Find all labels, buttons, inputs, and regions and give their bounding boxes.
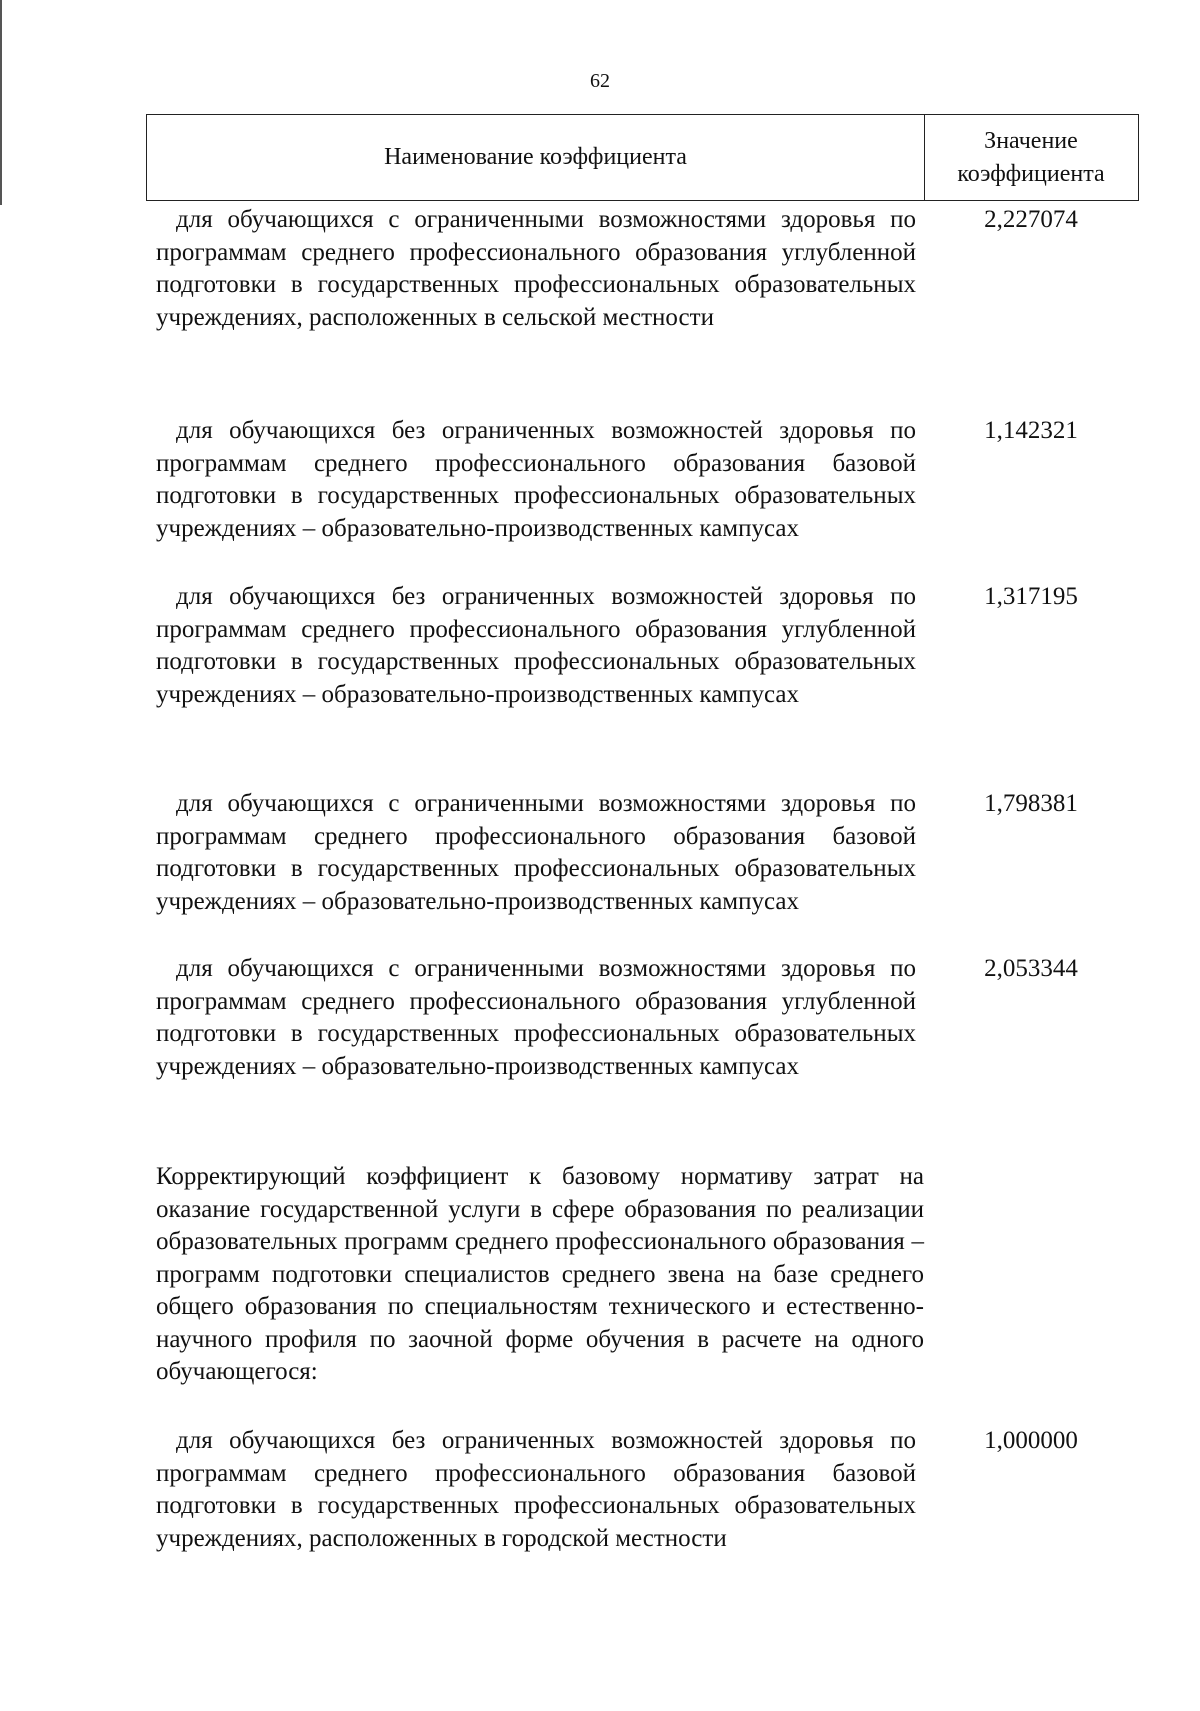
table-row-value: 1,317195 [984,583,1078,610]
table-row-text: для обучающихся с ограниченными возможностями здоровья по программам среднего профессионального образования базовой подготовки в государственных профессиональных образовательных учреждениях – образовательно-производственных кампусах [156,790,916,915]
table-row-value: 2,227074 [984,206,1078,233]
table-header [146,114,1139,201]
table-row-text: для обучающихся с ограниченными возможностями здоровья по программам среднего профессионального образования углубленной подготовки в государственных профессиональных образовательных учреждениях, расположенных в сельской местности [156,206,916,331]
page-number: 62 [590,70,610,92]
table-row-value: 1,798381 [984,790,1078,817]
table-row-value: 1,000000 [984,1427,1078,1454]
header-value-line-2: коэффициента [957,160,1105,187]
table-row-text: для обучающихся без ограниченных возможностей здоровья по программам среднего профессионального образования базовой подготовки в государственных профессиональных образовательных учреждениях – образовательно-производственных кампусах [156,417,916,542]
table-row-value: 1,142321 [984,417,1078,444]
header-coefficient-name: Наименование коэффициента [147,115,925,200]
table-row-text: для обучающихся без ограниченных возможностей здоровья по программам среднего профессионального образования базовой подготовки в государственных профессиональных образовательных учреждениях, расположенных в городской местности [156,1427,916,1552]
section-heading: Корректирующий коэффициент к базовому нормативу затрат на оказание государственной услуги в сфере образования по реализации образовательных программ среднего профессионального образования – программ подготовки специалистов среднего звена на базе среднего общего образования по специальностям технического и естественно-научного профиля по заочной форме обучения в расчете на одного обучающегося: [156,1163,924,1385]
header-coefficient-value [925,115,1137,200]
table-row-text: для обучающихся с ограниченными возможностями здоровья по программам среднего профессионального образования углубленной подготовки в государственных профессиональных образовательных учреждениях – образовательно-производственных кампусах [156,955,916,1080]
table-row-value: 2,053344 [984,955,1078,982]
table-row-text: для обучающихся без ограниченных возможностей здоровья по программам среднего профессионального образования углубленной подготовки в государственных профессиональных образовательных учреждениях – образовательно-производственных кампусах [156,583,916,708]
header-value-line-1: Значение [984,127,1078,154]
scan-edge-line [0,0,2,205]
